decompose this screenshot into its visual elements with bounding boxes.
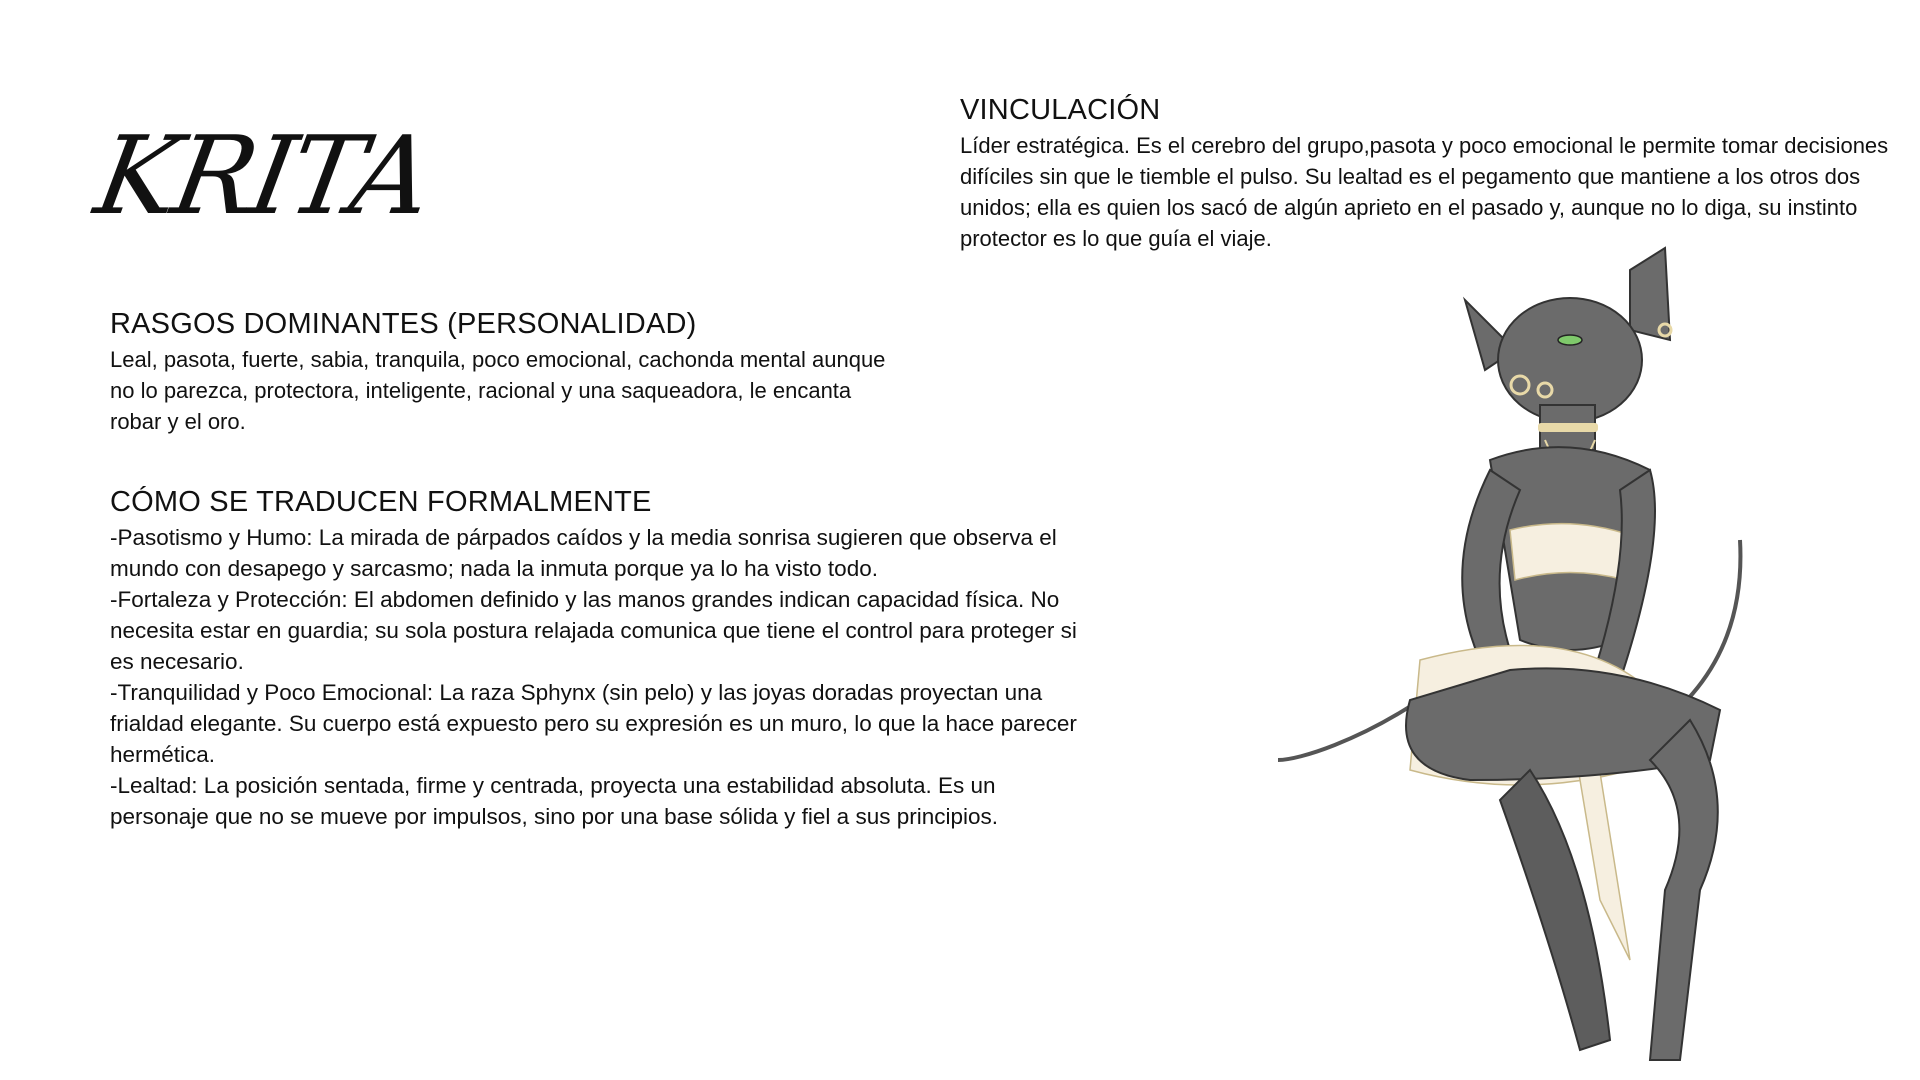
chest-wrap — [1510, 524, 1630, 580]
vinculacion-heading: VINCULACIÓN — [960, 94, 1161, 126]
head — [1498, 298, 1642, 422]
sphynx-cat-character-illustration — [1270, 240, 1800, 1070]
como-item-tranquilidad: -Tranquilidad y Poco Emocional: La raza Sphynx (sin pelo) y las joyas doradas proyectan una frialdad elegante. Su cuerpo está expuesto pero su expresión es un muro, lo que la hace parecer hermética. — [110, 680, 1077, 767]
como-item-fortaleza: -Fortaleza y Protección: El abdomen definido y las manos grandes indican capacidad física. No necesita estar en guardia; su sola postura relajada comunica que tiene el control para proteger si es necesario. — [110, 587, 1077, 674]
como-heading: CÓMO SE TRADUCEN FORMALMENTE — [110, 486, 652, 518]
ear-right — [1630, 248, 1670, 340]
como-item-pasotismo: -Pasotismo y Humo: La mirada de párpados caídos y la media sonrisa sugieren que observa el mundo con desapego y sarcasmo; nada la inmuta porque ya lo ha visto todo. — [110, 525, 1057, 581]
tail-left — [1278, 700, 1420, 760]
rasgos-section — [110, 306, 890, 437]
eye — [1558, 335, 1582, 345]
vinculacion-section — [960, 92, 1900, 254]
como-list — [110, 522, 1100, 832]
como-section — [110, 484, 1100, 832]
collar — [1538, 423, 1598, 432]
rasgos-text: Leal, pasota, fuerte, sabia, tranquila, poco emocional, cachonda mental aunque no lo parezca, protectora, inteligente, racional y una saqueadora, le encanta robar y el oro. — [110, 347, 886, 434]
como-item-lealtad: -Lealtad: La posición sentada, firme y centrada, proyecta una estabilidad absoluta. Es un personaje que no se mueve por impulsos, sino por una base sólida y fiel a sus principios. — [110, 773, 999, 829]
character-title: KRITA — [87, 114, 438, 239]
vinculacion-text: Líder estratégica. Es el cerebro del grupo,pasota y poco emocional le permite tomar decisiones difíciles sin que le tiemble el pulso. Su lealtad es el pegamento que mantiene a los otros dos unidos; ella es quien los sacó de algún aprieto en el pasado y, aunque no lo diga, su instinto protector es lo que guía el viaje. — [960, 133, 1889, 251]
rasgos-heading: RASGOS DOMINANTES (PERSONALIDAD) — [110, 308, 697, 340]
leg-front — [1650, 720, 1718, 1060]
